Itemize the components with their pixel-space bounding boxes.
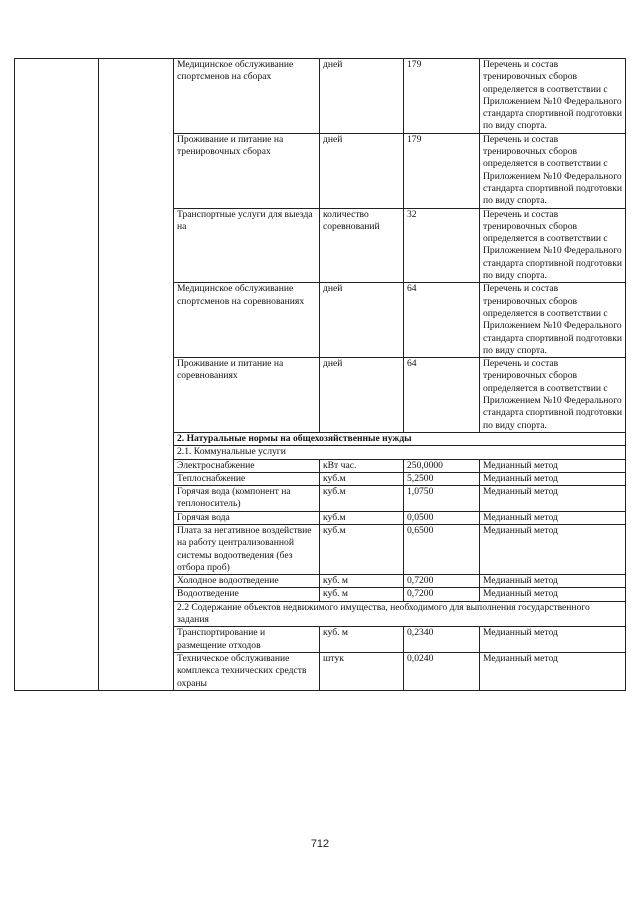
value-cell: 0,0240 (404, 652, 480, 690)
note-cell: Перечень и состав тренировочных сборов определяется в соответствии с Приложением №10 Федерального стандарта спортивной подготовки по виду спорта. (480, 358, 626, 433)
note-cell: Медианный метод (480, 486, 626, 512)
note-cell: Медианный метод (480, 459, 626, 472)
unit-cell: куб.м (320, 486, 404, 512)
service-name-cell: Теплоснабжение (174, 472, 320, 485)
note-cell: Медианный метод (480, 588, 626, 601)
unit-cell: куб. м (320, 588, 404, 601)
note-cell: Перечень и состав тренировочных сборов определяется в соответствии с Приложением №10 Федерального стандарта спортивной подготовки по виду спорта. (480, 283, 626, 358)
value-cell: 250,0000 (404, 459, 480, 472)
service-name-cell: Горячая вода (174, 511, 320, 524)
value-cell: 0,0500 (404, 511, 480, 524)
unit-cell: дней (320, 133, 404, 208)
note-cell: Перечень и состав тренировочных сборов определяется в соответствии с Приложением №10 Федерального стандарта спортивной подготовки по виду спорта. (480, 133, 626, 208)
value-cell: 179 (404, 59, 480, 134)
service-name-cell: Транспортные услуги для выезда на (174, 208, 320, 283)
service-name-cell: Холодное водоотведение (174, 575, 320, 588)
page-number: 712 (310, 838, 330, 850)
value-cell: 179 (404, 133, 480, 208)
unit-cell: куб.м (320, 511, 404, 524)
value-cell: 64 (404, 358, 480, 433)
note-cell: Медианный метод (480, 652, 626, 690)
unit-cell: количество соревнований (320, 208, 404, 283)
unit-cell: дней (320, 59, 404, 134)
unit-cell: дней (320, 358, 404, 433)
norms-table (14, 58, 626, 691)
blank-column-2 (99, 59, 174, 691)
unit-cell: куб.м (320, 472, 404, 485)
service-name-cell: Транспортирование и размещение отходов (174, 627, 320, 653)
value-cell: 0,7200 (404, 575, 480, 588)
note-cell: Медианный метод (480, 524, 626, 574)
unit-cell: куб.м (320, 524, 404, 574)
value-cell: 1,0750 (404, 486, 480, 512)
note-cell: Медианный метод (480, 575, 626, 588)
service-name-cell: Техническое обслуживание комплекса технических средств охраны (174, 652, 320, 690)
service-name-cell: Медицинское обслуживание спортсменов на соревнованиях (174, 283, 320, 358)
subsection-2-1-heading: 2.1. Коммунальные услуги (174, 446, 626, 459)
norms-table-body (15, 59, 626, 691)
value-cell: 5,2500 (404, 472, 480, 485)
service-name-cell: Горячая вода (компонент на теплоноситель) (174, 486, 320, 512)
unit-cell: куб. м (320, 575, 404, 588)
unit-cell: куб. м (320, 627, 404, 653)
note-cell: Перечень и состав тренировочных сборов определяется в соответствии с Приложением №10 Федерального стандарта спортивной подготовки по виду спорта. (480, 59, 626, 134)
note-cell: Медианный метод (480, 627, 626, 653)
unit-cell: штук (320, 652, 404, 690)
service-name-cell: Электроснабжение (174, 459, 320, 472)
section-2-heading: 2. Натуральные нормы на общехозяйственные нужды (174, 432, 626, 445)
blank-column-1 (15, 59, 99, 691)
service-name-cell: Проживание и питание на соревнованиях (174, 358, 320, 433)
note-cell: Перечень и состав тренировочных сборов определяется в соответствии с Приложением №10 Федерального стандарта спортивной подготовки по виду спорта. (480, 208, 626, 283)
value-cell: 0,2340 (404, 627, 480, 653)
unit-cell: кВт час. (320, 459, 404, 472)
value-cell: 32 (404, 208, 480, 283)
service-name-cell: Плата за негативное воздействие на работу централизованной системы водоотведения (без отбора проб) (174, 524, 320, 574)
table-row (15, 59, 626, 134)
value-cell: 64 (404, 283, 480, 358)
note-cell: Медианный метод (480, 472, 626, 485)
service-name-cell: Медицинское обслуживание спортсменов на сборах (174, 59, 320, 134)
service-name-cell: Проживание и питание на тренировочных сборах (174, 133, 320, 208)
value-cell: 0,6500 (404, 524, 480, 574)
service-name-cell: Водоотведение (174, 588, 320, 601)
value-cell: 0,7200 (404, 588, 480, 601)
unit-cell: дней (320, 283, 404, 358)
note-cell: Медианный метод (480, 511, 626, 524)
subsection-2-2-heading: 2.2 Содержание объектов недвижимого имущества, необходимого для выполнения государственного задания (174, 601, 626, 627)
